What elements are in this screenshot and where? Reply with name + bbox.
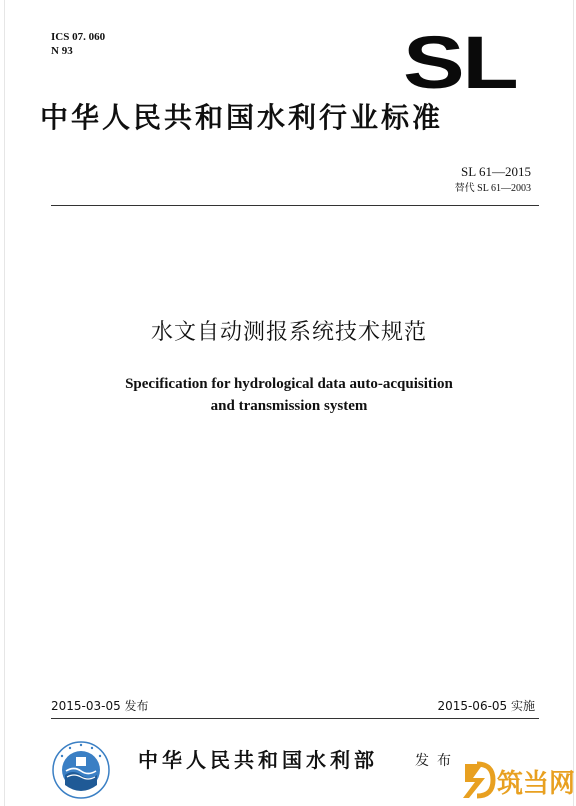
footer-divider [51, 718, 539, 719]
publish-label: 发布 [415, 753, 459, 769]
standard-cover-page [4, 0, 574, 806]
chinese-title: 水文自动测报系统技术规范 [150, 320, 427, 345]
replaces-standard: 替代 SL 61—2003 [454, 183, 531, 194]
publisher-seal-icon [52, 741, 110, 799]
english-title-line-1: Specification for hydrological data auto-acquisition [125, 376, 453, 392]
classification-codes [51, 30, 105, 58]
header-divider [51, 205, 539, 206]
effective-date: 2015-06-05 实施 [437, 699, 535, 713]
industry-standard-title: 中华人民共和国水利行业标准 [40, 101, 444, 134]
standard-number: SL 61—2015 [461, 164, 531, 179]
english-title [5, 373, 573, 417]
site-watermark-logo [463, 758, 576, 802]
ics-code: ICS 07. 060 [51, 31, 106, 43]
standard-number-block [455, 164, 531, 196]
issue-date: 2015-03-05 发布 [51, 699, 149, 713]
issuing-ministry: 中华人民共和国水利部 [138, 748, 378, 772]
sl-logo: SL [403, 21, 517, 104]
english-title-line-2: and transmission system [210, 398, 368, 414]
ccs-code: N 93 [51, 45, 73, 57]
watermark-text: 筑当网 [497, 769, 576, 799]
